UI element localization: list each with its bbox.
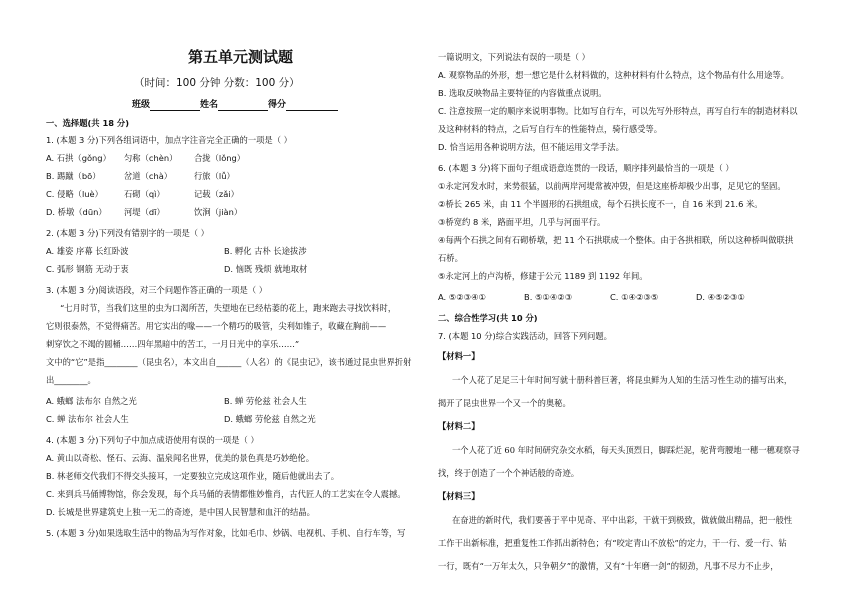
q4-option-d[interactable]: D. 长城是世界建筑史上独一无二的奇迹，是中国人民智慧和血汗的结晶。 (46, 507, 315, 517)
class-label: 班级 (132, 100, 151, 110)
q3-passage-line-1: “七月时节，当我们这里的虫为口渴所苦，失望地在已经枯萎的花上，跑来跑去寻找饮料时， (60, 303, 397, 313)
score-label: 得分 (268, 100, 287, 110)
q6-sentence-4-line-1: ④每两个石拱之间有石砌桥墩，把 11 个石拱联成一个整体。由于各拱相联，所以这种桥叫做联拱 (438, 235, 794, 245)
q6-sentence-3: ③桥宽约 8 米，路面平坦，几乎与河面平行。 (438, 217, 606, 227)
question-2: 2. (本题 3 分)下列没有错别字的一项是（ ） (46, 228, 209, 238)
q5-continued: 一篇说明文，下列说法有误的一项是（ ） (438, 52, 590, 62)
page-title: 第五单元测试题 (188, 48, 294, 66)
q3-passage-line-2: 它则很泰然，不觉得痛苦。用它实出的喙——一个精巧的吸管，尖利如锥子，收藏在胸前—— (46, 321, 387, 331)
material-1-line-1: 一个人花了足足三十年时间写就十册科普巨著，将昆虫鲜为人知的生活习性生动的描写出来， (452, 375, 793, 385)
q3-option-a[interactable]: A. 蛾螂 法布尔 自然之光 (46, 396, 137, 406)
exam-subtitle: （时间：100 分钟 分数：100 分） (134, 77, 300, 89)
q1-option-d[interactable]: D. 桥墩（dūn） 河堤（dī） 饮涧（jiàn） (46, 207, 243, 217)
q5-option-b[interactable]: B. 选取反映物品主要特征的内容做重点说明。 (438, 88, 607, 98)
q6-options (438, 292, 745, 303)
q2-options-ab (46, 246, 307, 257)
q6-sentence-2: ②桥长 265 米，由 11 个半圆形的石拱组成，每个石拱长度不一，自 16 米到 21.6 米。 (438, 199, 763, 209)
question-1: 1. (本题 3 分)下列各组词语中，加点字注音完全正确的一项是（ ） (46, 135, 292, 145)
q2-option-b[interactable]: B. 孵化 古朴 长途拔涉 (224, 246, 307, 256)
q6-sentence-5: ⑤永定河上的卢沟桥，修建于公元 1189 到 1192 年间。 (438, 271, 648, 281)
q4-option-b[interactable]: B. 林老师交代我们不得交头接耳，一定要独立完成这项作业，随后他就出去了。 (46, 471, 340, 481)
q4-option-a[interactable]: A. 黄山以奇松、怪石、云海、温泉闻名世界，优美的景色真是巧妙绝伦。 (46, 453, 315, 463)
q3-question-line-1: 文中的“它”是指________（昆虫名），本文出自______（人名）的《昆虫记》，该书通过昆虫世界折射 (46, 357, 412, 367)
material-3-line-2: 工作干出新标准，把重复性工作抓出新特色；有“咬定青山不放松”的定力，干一行、爱一行、钻 (438, 538, 787, 548)
q6-option-b[interactable]: B. ⑤①④②③ (524, 292, 573, 302)
question-7: 7. (本题 10 分)综合实践活动，回答下列问题。 (438, 331, 612, 341)
q3-option-d[interactable]: D. 蛾螂 劳伦兹 自然之光 (224, 414, 316, 424)
question-6: 6. (本题 3 分)将下面句子组成语意连贯的一段话，顺序排列最恰当的一项是（ ） (438, 163, 734, 173)
material-2-line-2: 找，终于创造了一个个神话般的奇迹。 (438, 468, 580, 478)
question-4: 4. (本题 3 分)下列句子中加点成语使用有误的一项是（ ） (46, 435, 259, 445)
q2-option-a[interactable]: A. 雄姿 序幕 长红卧波 (46, 246, 129, 256)
q6-option-d[interactable]: D. ④⑤②③① (696, 292, 745, 302)
q5-option-c-line-1[interactable]: C. 注意按照一定的顺序来说明事物。比如写自行车，可以先写外形特点，再写自行车的制造材料以 (438, 106, 798, 116)
class-blank[interactable] (150, 101, 200, 111)
section-heading-1: 一、选择题(共 18 分) (46, 118, 129, 128)
q1-option-b[interactable]: B. 踢蹴（bō） 岔道（chà） 行旅（lǚ） (46, 171, 235, 181)
material-3-line-1: 在奋进的新时代，我们要善于平中见奇、平中出彩，干就干到极致，做就做出精品，把一般性 (452, 515, 793, 525)
material-2-line-1: 一个人花了近 60 年时间研究杂交水稻，每天头顶烈日，脚踩烂泥，驼背弯腰地一穗一穗观察寻 (452, 445, 800, 455)
material-3-line-3: 一行，既有“一万年太久，只争朝夕”的激情，又有“十年磨一剑”的韧劲，凡事不尽力不止步， (438, 561, 779, 571)
material-1-line-2: 揭开了昆虫世界一个又一个的奥秘。 (438, 398, 571, 408)
q5-option-c-line-2: 及这种材料的特点，之后写自行车的性能特点，骑行感受等。 (438, 124, 663, 134)
score-blank[interactable] (286, 101, 338, 111)
question-3: 3. (本题 3 分)阅读语段，对三个问题作答正确的一项是（ ） (46, 285, 268, 295)
name-blank[interactable] (218, 101, 268, 111)
student-info-line (132, 100, 338, 111)
q3-passage-line-3: 刺穿饮之不竭的圆桶……四年黑暗中的苦工，一月日光中的享乐……” (46, 339, 300, 349)
q6-sentence-4-line-2: 石桥。 (438, 253, 463, 263)
q6-option-a[interactable]: A. ⑤②③④① (438, 292, 486, 302)
q1-option-c[interactable]: C. 侵略（luè） 石砌（qì） 记载（zǎi） (46, 189, 239, 199)
q3-option-c[interactable]: C. 蝉 法布尔 社会人生 (46, 414, 129, 424)
name-label: 姓名 (200, 100, 219, 110)
question-5: 5. (本题 3 分)如果选取生活中的物品为写作对象，比如毛巾、炒锅、电视机、手机、自行车等，写 (46, 528, 406, 538)
q2-option-d[interactable]: D. 恼既 残烦 就地取材 (224, 264, 308, 274)
q3-options-ab (46, 396, 307, 407)
q5-option-a[interactable]: A. 观察物品的外形，想一想它是什么材料做的，这种材料有什么特点，这个物品有什么用途等。 (438, 70, 789, 80)
section-heading-2: 二、综合性学习(共 10 分) (438, 313, 538, 323)
q3-options-cd (46, 414, 316, 425)
q2-option-c[interactable]: C. 弧形 钢筋 无动于衷 (46, 264, 129, 274)
q2-options-cd (46, 264, 307, 275)
q6-sentence-1: ①永定河发水时，来势很猛，以前两岸河堤常被冲毁，但是这座桥却极少出事，足见它的坚固。 (438, 181, 786, 191)
q3-option-b[interactable]: B. 蝉 劳伦兹 社会人生 (224, 396, 307, 406)
material-3-heading: 【材料三】 (438, 491, 480, 501)
q6-option-c[interactable]: C. ①④②③⑤ (610, 292, 659, 302)
q1-option-a[interactable]: A. 石拱（gǒng） 匀称（chèn） 合拢（lǒng） (46, 153, 246, 163)
q5-option-d[interactable]: D. 恰当运用各种说明方法，但不能运用文学手法。 (438, 142, 624, 152)
q3-question-line-2: 出________。 (46, 375, 96, 385)
material-1-heading: 【材料一】 (438, 351, 480, 361)
q4-option-c[interactable]: C. 来到兵马俑博物馆，你会发现，每个兵马俑的表情都惟妙惟肖，古代匠人的工艺实在令人震撼。 (46, 489, 406, 499)
material-2-heading: 【材料二】 (438, 421, 480, 431)
